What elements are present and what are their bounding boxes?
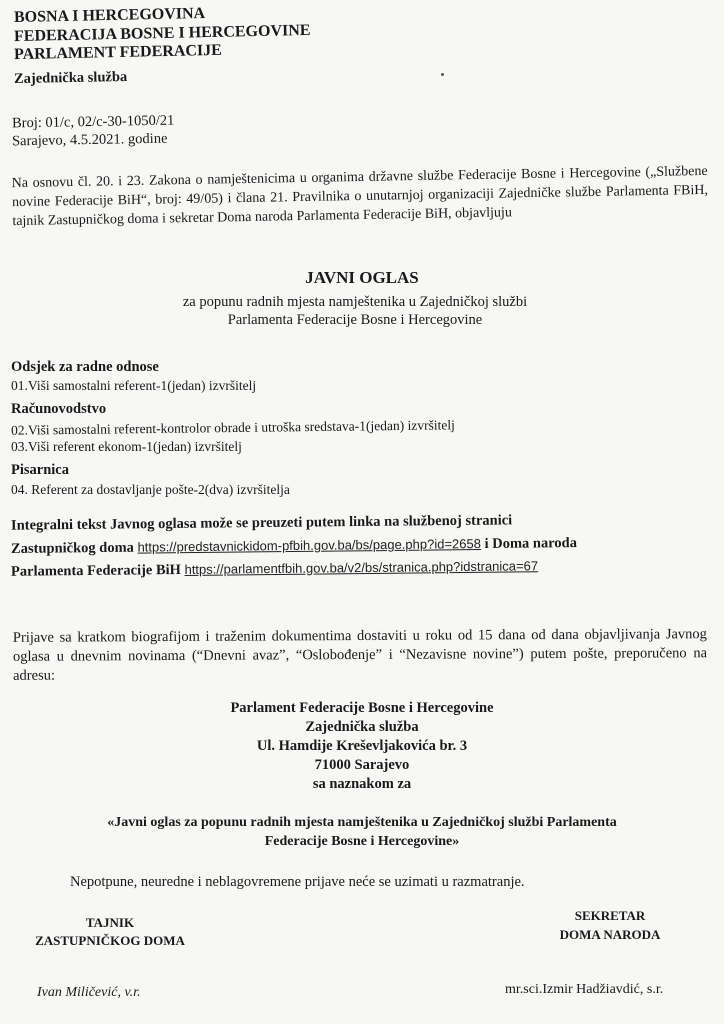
- links-line-3: [11, 557, 538, 581]
- position-item-03: 03.Viši referent ekonom-1(jedan) izvršitelj: [11, 439, 242, 454]
- document-subtitle-2: Parlamenta Federacije Bosne i Hercegovine: [227, 312, 483, 328]
- position-item-01: 01.Viši samostalni referent-1(jedan) izvršitelj: [11, 378, 257, 393]
- notice-text: Nepotpune, neuredne i neblagovremene prijave neće se uzimati u razmatranje.: [70, 874, 525, 890]
- address-line-2: Zajednička služba: [305, 719, 419, 735]
- intro-paragraph: Na osnovu čl. 20. i 23. Zakona o namještenicima u organima državne službe Federacije Bosne i Hercegovine („Službene novine Federacije BiH“, broj: 49/05) i člana 21. Pravilnika o unutarnjoj organizaciji Zajedničke službe Parlamenta FBiH, tajnik Zastupničkog doma i sekretar Doma naroda Parlamenta Federacije BiH, objavljuju: [11, 163, 709, 230]
- links-line-2: [11, 534, 577, 558]
- header-country: BOSNA I HERCEGOVINA: [13, 5, 206, 26]
- section-heading-hr: Odsjek za radne odnose: [11, 359, 159, 375]
- address-line-3: Ul. Hamdije Kreševljakovića br. 3: [256, 738, 468, 754]
- signature-right-title: SEKRETAR: [574, 908, 646, 923]
- link-representatives-house[interactable]: https://predstavnickidom-pfbih.gov.ba/bs/page.php?id=2658: [137, 536, 482, 555]
- marking-line-1: «Javni oglas za popunu radnih mjesta namještenika u Zajedničkoj službi Parlamenta: [107, 815, 617, 830]
- address-line-1: Parlament Federacije Bosne i Hercegovine: [230, 700, 494, 716]
- section-heading-registry: Pisarnica: [11, 462, 69, 478]
- signature-left-title: TAJNIK: [85, 915, 135, 930]
- position-item-04: 04. Referent za dostavljanje pošte-2(dva) izvršitelja: [11, 482, 290, 497]
- links-peoples-label: i Doma naroda: [484, 535, 578, 553]
- header-parliament: PARLAMENT FEDERACIJE: [13, 41, 223, 64]
- links-intro: Integralni tekst Javnog oglasa može se preuzeti putem linka na službenoj stranici: [10, 512, 513, 534]
- document-subtitle-1: za popunu radnih mjesta namještenika u Zajedničkoj službi: [182, 294, 528, 310]
- links-parliament-label: Parlamenta Federacije BiH: [10, 561, 182, 580]
- signature-right-office: DOMA NARODA: [559, 927, 661, 942]
- application-paragraph: Prijave sa kratkom biografijom i traženim dokumentima dostaviti u roku od 15 dana od dana objavljivanja Javnog oglasa u dnevnim novinama (“Dnevni avaz”, “Oslobođenje” i “Nezavisne novine”) putem pošte, preporučeno na adresu:: [12, 626, 708, 684]
- position-item-02: 02.Viši samostalni referent-kontrolor obrade i utroška sredstava-1(jedan) izvršitelj: [10, 417, 455, 438]
- section-heading-accounting: Računovodstvo: [11, 401, 107, 417]
- marking-line-2: Federacije Bosne i Hercegovine»: [264, 834, 460, 849]
- reference-date: Sarajevo, 4.5.2021. godine: [11, 130, 168, 150]
- address-line-5: sa naznakom za: [312, 776, 412, 792]
- document-title: JAVNI OGLAS: [305, 268, 419, 287]
- signature-left-name: Ivan Miličević, v.r.: [37, 985, 141, 1000]
- link-parliament-fbih[interactable]: https://parlamentfbih.gov.ba/v2/bs/stranica.php?idstranica=67: [184, 558, 539, 577]
- reference-number: Broj: 01/c, 02/c-30-1050/21: [11, 112, 175, 132]
- scan-speck: [441, 73, 444, 76]
- links-house-label: Zastupničkog doma: [10, 539, 134, 557]
- address-line-4: 71000 Sarajevo: [314, 757, 410, 773]
- header-service: Zajednička služba: [13, 69, 128, 87]
- header-federation: FEDERACIJA BOSNE I HERCEGOVINE: [13, 21, 311, 46]
- signature-left-office: ZASTUPNIČKOG DOMA: [35, 933, 185, 948]
- signature-right-name: mr.sci.Izmir Hadžiavdić, s.r.: [505, 982, 664, 997]
